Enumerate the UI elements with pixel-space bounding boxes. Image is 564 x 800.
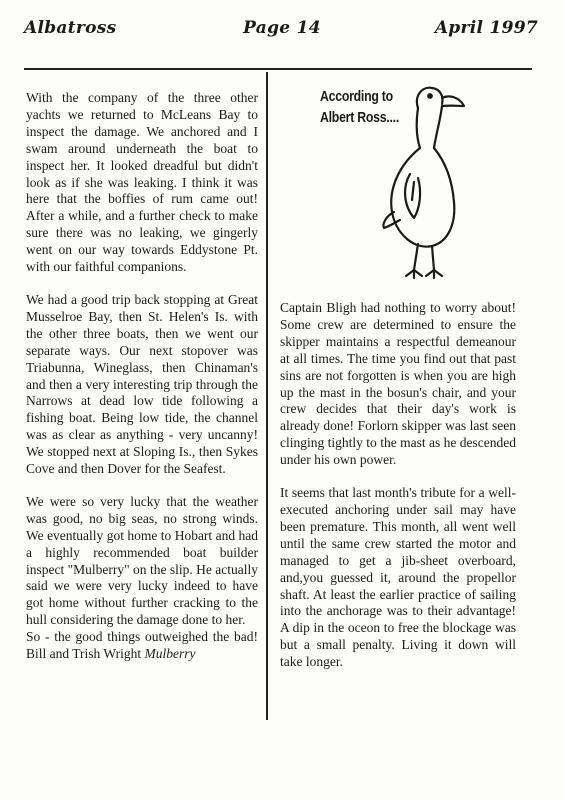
issue-date: April 1997	[434, 18, 538, 38]
left-paragraph-1: With the company of the three other yachts we returned to McLeans Bay to inspect the damage. We anchored and I swam around underneath the boat to inspect her. It looked dreadful but didn't look as if she was leaking. I think it was here that the boffies of rum came out! After a while, and a further check to make sure there was no leaking, we gingerly went on our way towards Eddystone Pt. with our faithful companions.	[26, 90, 258, 275]
left-paragraph-4	[26, 629, 258, 663]
left-paragraph-2: We had a good trip back stopping at Great Musselroe Bay, then St. Helen's Is. with the other three boats, then we went our separate ways. Our next stopover was Triabunna, Wineglass, then Chinaman's and then a very interesting trip through the Narrows at dead low tide following a fishing boat. Being low tide, the channel was as clear as anything - very uncanny! We stopped next at Sloping Is., then Sykes Cove and then Dover for the Seafest.	[26, 291, 258, 477]
newsletter-name: Albatross	[24, 18, 117, 38]
left-paragraph-3: We were so very lucky that the weather was good, no big seas, no strong winds. We eventually got home to Hobart and had a highly recommended boat builder inspect "Mulberry" on the slip. He actually said we were very lucky indeed to have got home without further cracking to the hull considering the damage done to her.	[26, 493, 258, 628]
right-paragraph-2: It seems that last month's tribute for a well-executed anchoring under sail may have been premature. This month, all went well until the same crew started the motor and managed to get a jib-sheet overboard, and,you guessed it, around the propellor shaft. At least the earlier practice of sailing into the anchorage was to their advantage! A dip in the oceon to free the blockage was but a small penalty. Living it down will take longer.	[280, 485, 516, 670]
boat-name: Mulberry	[144, 646, 196, 662]
page-header	[24, 18, 540, 44]
column-heading-line-1: According to	[320, 88, 393, 105]
signoff-text: So - the good things outweighed the bad! Bill and Trish Wright	[26, 629, 258, 662]
left-column	[26, 90, 258, 663]
right-paragraph-1: Captain Bligh had nothing to worry about! Some crew are determined to ensure the skipper maintains a respectful demeanour at all times. The time you find out that past sins are not forgotten is when you are high up the mast in the bosun's chair, and your crew decides that their day's work is already done! Forlorn skipper was last seen clinging tightly to the mast as he descended under his own power.	[280, 300, 516, 468]
header-rule	[24, 68, 532, 70]
column-divider	[266, 72, 268, 720]
column-heading-line-2: Albert Ross....	[320, 109, 400, 126]
page-number: Page 14	[243, 18, 321, 38]
albatross-cartoon-icon	[370, 78, 470, 288]
right-column	[280, 300, 516, 671]
